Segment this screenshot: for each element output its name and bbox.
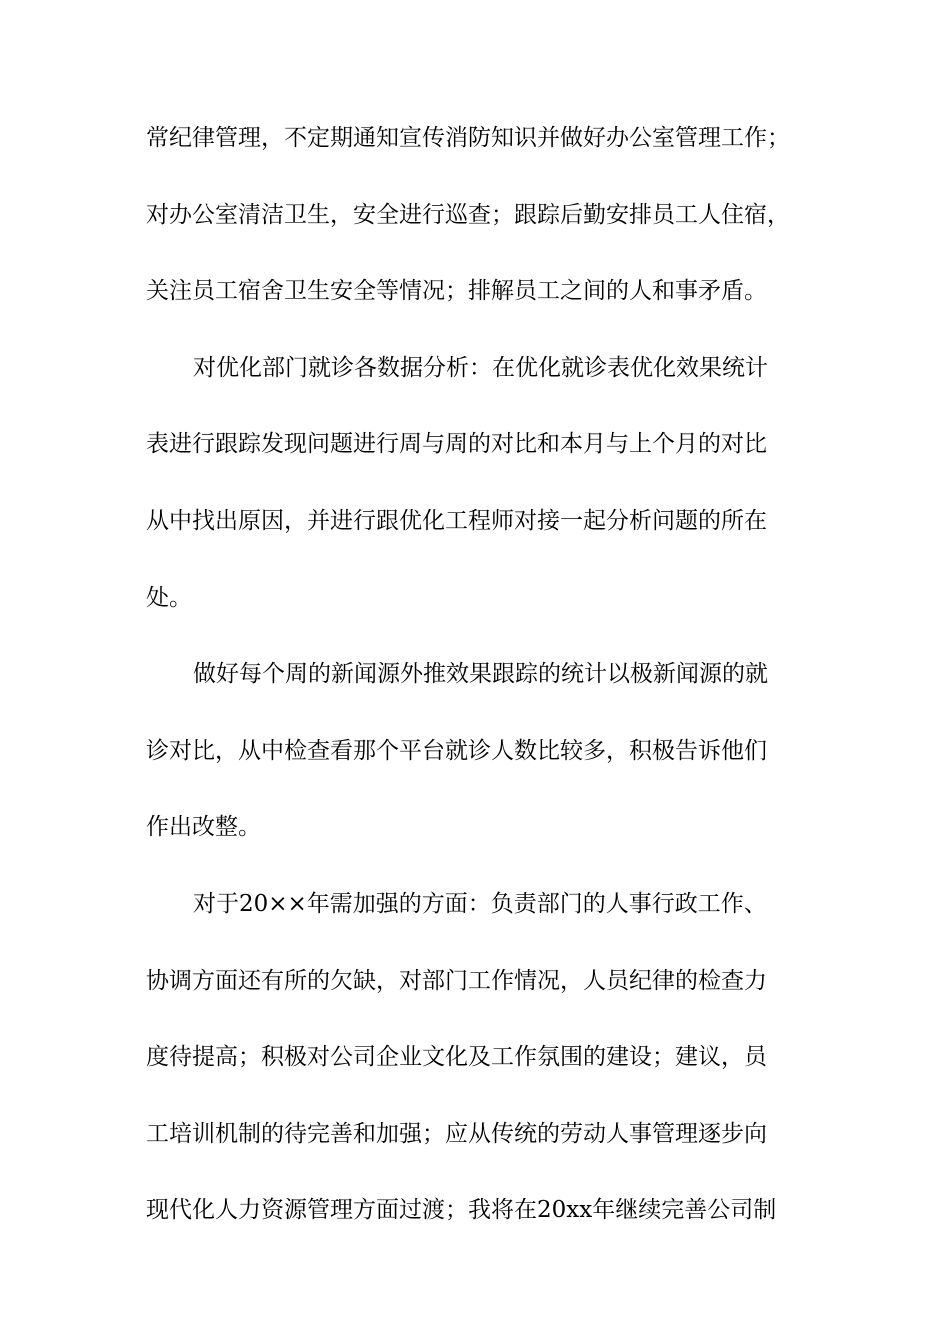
text-line: 对于20××年需加强的方面：负责部门的人事行政工作、 bbox=[193, 890, 767, 917]
paragraph-data-analysis bbox=[146, 356, 816, 610]
document-body bbox=[146, 126, 816, 1275]
text-line: 关注员工宿舍卫生安全等情况；排解员工之间的人和事矛盾。 bbox=[146, 278, 767, 305]
paragraph-news-source-tracking bbox=[146, 662, 816, 839]
paragraph-office-management bbox=[146, 126, 816, 303]
text-line: 诊对比，从中检查看那个平台就诊人数比较多，积极告诉他们 bbox=[146, 737, 767, 764]
text-line: 从中找出原因，并进行跟优化工程师对接一起分析问题的所在 bbox=[146, 507, 767, 534]
text-line: 对办公室清洁卫生，安全进行巡查；跟踪后勤安排员工人住宿， bbox=[146, 201, 790, 228]
text-line: 对优化部门就诊各数据分析：在优化就诊表优化效果统计 bbox=[193, 354, 768, 381]
text-line: 作出改整。 bbox=[146, 814, 261, 841]
text-line: 常纪律管理，不定期通知宣传消防知识并做好办公室管理工作； bbox=[146, 125, 790, 151]
text-line: 协调方面还有所的欠缺，对部门工作情况，人员纪律的检查力 bbox=[146, 967, 767, 994]
text-line: 工培训机制的待完善和加强；应从传统的劳动人事管理逐步向 bbox=[146, 1120, 767, 1147]
text-line: 做好每个周的新闻源外推效果跟踪的统计以极新闻源的就 bbox=[193, 661, 768, 688]
text-line: 表进行跟踪发现问题进行周与周的对比和本月与上个月的对比 bbox=[146, 431, 767, 458]
text-line: 处。 bbox=[146, 584, 192, 611]
text-line: 现代化人力资源管理方面过渡；我将在20xx年继续完善公司制 bbox=[146, 1197, 777, 1224]
paragraph-improvement-areas bbox=[146, 892, 816, 1222]
text-line: 度待提高；积极对公司企业文化及工作氛围的建设；建议，员 bbox=[146, 1044, 767, 1071]
